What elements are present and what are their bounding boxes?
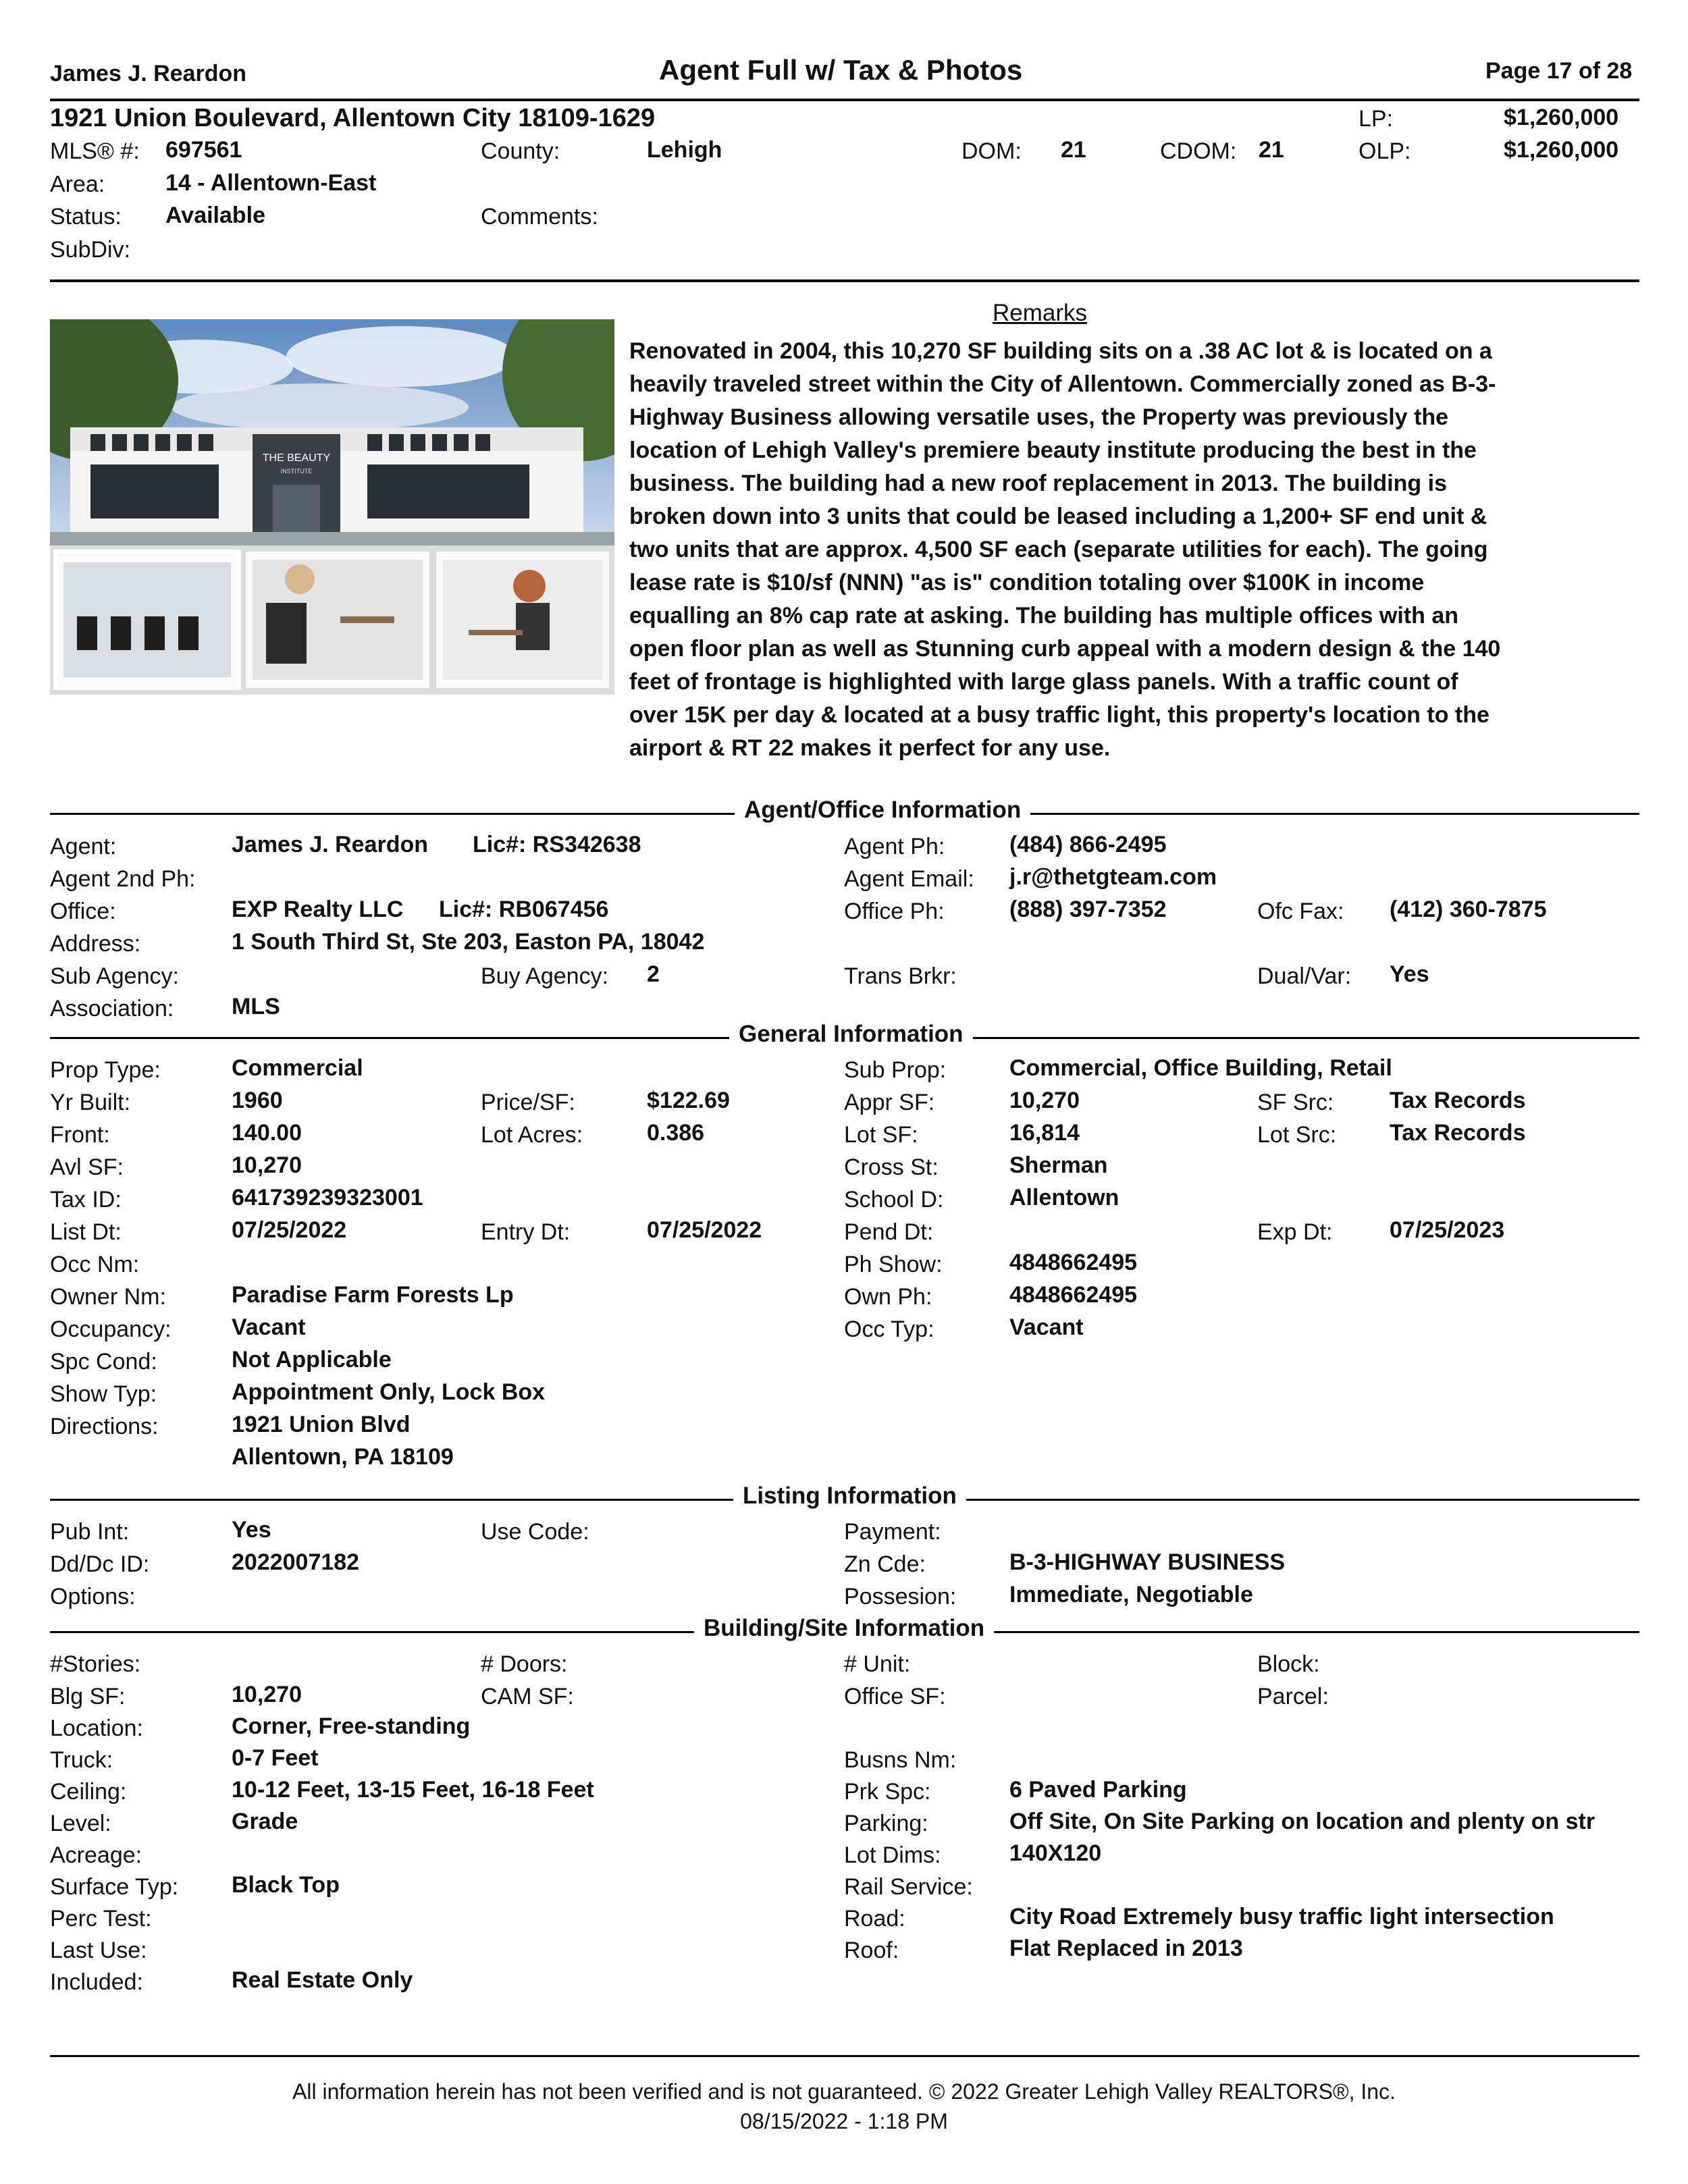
status-value: Available (165, 203, 266, 228)
listing-section (50, 1483, 1639, 1516)
entry-dt-label: Entry Dt: (481, 1219, 571, 1245)
level-label: Level: (50, 1811, 111, 1836)
appr-sf-label: Appr SF: (844, 1090, 935, 1115)
use-code-label: Use Code: (481, 1519, 589, 1545)
location: Corner, Free-standing (232, 1713, 471, 1739)
sf-src-label: SF Src: (1257, 1090, 1334, 1115)
county-value: Lehigh (647, 137, 722, 163)
property-photo-collage (50, 319, 614, 695)
school-d-label: School D: (844, 1187, 944, 1213)
occupancy-label: Occupancy: (50, 1316, 172, 1342)
lot-src: Tax Records (1390, 1120, 1526, 1146)
truck: 0-7 Feet (232, 1745, 319, 1771)
location-label: Location: (50, 1715, 143, 1741)
building-title: Building/Site Information (694, 1615, 994, 1642)
agent-email-label: Agent Email: (844, 866, 974, 892)
page-number: Page 17 of 28 (1485, 58, 1633, 84)
lot-dims: 140X120 (1009, 1840, 1102, 1866)
office-ph-label: Office Ph: (844, 899, 945, 924)
cdom-value: 21 (1259, 137, 1284, 163)
county-label: County: (481, 138, 560, 164)
roof: Flat Replaced in 2013 (1009, 1936, 1243, 1961)
lot-acres-label: Lot Acres: (481, 1122, 583, 1148)
exp-dt: 07/25/2023 (1390, 1217, 1505, 1243)
surface-typ: Black Top (232, 1872, 340, 1898)
association: MLS (232, 994, 280, 1019)
surface-typ-label: Surface Typ: (50, 1874, 179, 1900)
blg-sf: 10,270 (232, 1682, 302, 1707)
general-section (50, 1021, 1639, 1055)
doors-label: # Doors: (481, 1651, 568, 1677)
remarks-text: Renovated in 2004, this 10,270 SF building sits on a .38 AC lot & is located on a heavily traveled street within the City of Allentown. Commercially zoned as B-3-Highway Business allowing versatile uses, the Property was previously the location of Lehigh Valley's premiere beauty institute producing the best in the business. The building had a new roof replacement in 2013. The building is broken down into 3 units that could be leased including a 1,200+ SF end unit & two units that are approx. 4,500 SF each (separate utilities for each). The going lease rate is $10/sf (NNN) "as is" condition totaling over $100K in income equalling an 8% cap rate at asking. The building has multiple offices with an open floor plan as well as Stunning curb appeal with a modern design & the 140 feet of frontage is highlighted with large glass panels. With a traffic count of over 15K per day & located at a busy traffic light, this property's location to the airport & RT 22 makes it perfect for any use. (629, 338, 1501, 761)
list-dt: 07/25/2022 (232, 1217, 347, 1243)
prop-type-label: Prop Type: (50, 1057, 161, 1083)
block-label: Block: (1257, 1651, 1320, 1677)
yr-built-label: Yr Built: (50, 1090, 131, 1115)
status-label: Status: (50, 204, 122, 230)
mls-value: 697561 (165, 137, 242, 163)
office-value: EXP Realty LLC (232, 897, 404, 922)
header-rule (50, 99, 1639, 101)
list-dt-label: List Dt: (50, 1219, 122, 1245)
footer-rule (50, 2055, 1639, 2057)
property-address: 1921 Union Boulevard, Allentown City 18109-1629 (50, 104, 656, 132)
olp-value: $1,260,000 (1504, 137, 1619, 163)
spc-cond: Not Applicable (232, 1347, 392, 1373)
dual-var: Yes (1390, 961, 1429, 987)
building-section (50, 1615, 1639, 1649)
agent-ph: (484) 866-2495 (1009, 832, 1167, 857)
report-title: Agent Full w/ Tax & Photos (659, 54, 1023, 86)
prk-spc-label: Prk Spc: (844, 1779, 931, 1805)
directions-line2: Allentown, PA 18109 (232, 1444, 454, 1470)
parking: Off Site, On Site Parking on location and plenty on str (1009, 1809, 1595, 1834)
road-label: Road: (844, 1906, 905, 1932)
own-ph-label: Own Ph: (844, 1284, 932, 1310)
cross-st-label: Cross St: (844, 1154, 939, 1180)
subdiv-label: SubDiv: (50, 237, 131, 263)
occ-typ-label: Occ Typ: (844, 1316, 934, 1342)
avl-sf: 10,270 (232, 1152, 302, 1178)
truck-label: Truck: (50, 1747, 113, 1773)
remarks-heading: Remarks (993, 300, 1088, 326)
buy-agency: 2 (647, 961, 660, 987)
mls-label: MLS® #: (50, 138, 140, 164)
ofc-fax: (412) 360-7875 (1390, 897, 1547, 922)
front: 140.00 (232, 1120, 302, 1146)
options-label: Options: (50, 1584, 136, 1609)
office-lic: Lic#: RB067456 (439, 897, 609, 922)
office-label: Office: (50, 899, 116, 924)
listing-title: Listing Information (733, 1483, 966, 1510)
building-sign: THE BEAUTY (262, 452, 331, 464)
dd-dc-label: Dd/Dc ID: (50, 1551, 150, 1577)
building-sign-sub: INSTITUTE (280, 468, 313, 475)
footer-disclaimer: All information herein has not been verified and is not guaranteed. © 2022 Greater Lehigh Valley REALTORS®, Inc. (292, 2079, 1396, 2104)
office-ph: (888) 397-7352 (1009, 897, 1167, 922)
show-typ-label: Show Typ: (50, 1381, 157, 1407)
summary-rule (50, 279, 1639, 282)
prop-type: Commercial (232, 1055, 363, 1081)
area-label: Area: (50, 171, 105, 197)
sub-prop: Commercial, Office Building, Retail (1009, 1055, 1392, 1081)
trans-brkr-label: Trans Brkr: (844, 963, 957, 989)
appr-sf: 10,270 (1009, 1088, 1080, 1113)
directions-label: Directions: (50, 1414, 159, 1439)
ph-show-label: Ph Show: (844, 1252, 943, 1277)
dd-dc: 2022007182 (232, 1549, 360, 1575)
address-label: Address: (50, 931, 141, 957)
roof-label: Roof: (844, 1938, 899, 1963)
cdom-label: CDOM: (1160, 138, 1237, 164)
level: Grade (232, 1809, 298, 1834)
acreage-label: Acreage: (50, 1842, 142, 1868)
agent-ph-label: Agent Ph: (844, 834, 945, 859)
entry-dt: 07/25/2022 (647, 1217, 762, 1243)
pub-int: Yes (232, 1517, 271, 1543)
lot-acres: 0.386 (647, 1120, 705, 1146)
dual-var-label: Dual/Var: (1257, 963, 1352, 989)
price-sf-label: Price/SF: (481, 1090, 575, 1115)
buy-agency-label: Buy Agency: (481, 963, 609, 989)
lot-sf: 16,814 (1009, 1120, 1080, 1146)
pub-int-label: Pub Int: (50, 1519, 130, 1545)
dom-label: DOM: (961, 138, 1022, 164)
sub-prop-label: Sub Prop: (844, 1057, 947, 1083)
office-sf-label: Office SF: (844, 1684, 946, 1709)
unit-label: # Unit: (844, 1651, 911, 1677)
comments-label: Comments: (481, 204, 598, 230)
stories-label: #Stories: (50, 1651, 141, 1677)
lot-sf-label: Lot SF: (844, 1122, 918, 1148)
directions-line1: 1921 Union Blvd (232, 1412, 411, 1437)
busns-nm-label: Busns Nm: (844, 1747, 957, 1773)
rail-service-label: Rail Service: (844, 1874, 973, 1900)
occupancy: Vacant (232, 1314, 306, 1340)
included: Real Estate Only (232, 1967, 413, 1993)
agent2-label: Agent 2nd Ph: (50, 866, 196, 892)
area-value: 14 - Allentown-East (165, 170, 377, 196)
occ-typ: Vacant (1009, 1314, 1084, 1340)
owner-nm: Paradise Farm Forests Lp (232, 1282, 514, 1308)
agent-value: James J. Reardon (232, 832, 429, 857)
road: City Road Extremely busy traffic light intersection (1009, 1904, 1554, 1929)
agent-office-section (50, 797, 1639, 830)
pend-dt-label: Pend Dt: (844, 1219, 934, 1245)
agent-label: Agent: (50, 834, 117, 859)
agent-name-header: James J. Reardon (50, 61, 247, 86)
lp-label: LP: (1359, 106, 1394, 132)
cam-sf-label: CAM SF: (481, 1684, 574, 1709)
lot-src-label: Lot Src: (1257, 1122, 1337, 1148)
front-label: Front: (50, 1122, 110, 1148)
owner-nm-label: Owner Nm: (50, 1284, 166, 1310)
avl-sf-label: Avl SF: (50, 1154, 124, 1180)
dom-value: 21 (1061, 137, 1086, 163)
lot-dims-label: Lot Dims: (844, 1842, 941, 1868)
footer-timestamp: 08/15/2022 - 1:18 PM (740, 2109, 948, 2133)
olp-label: OLP: (1359, 138, 1411, 164)
possesion-label: Possesion: (844, 1584, 957, 1609)
tax-id: 641739239323001 (232, 1185, 423, 1210)
general-title: General Information (729, 1021, 973, 1048)
included-label: Included: (50, 1969, 143, 1995)
association-label: Association: (50, 996, 174, 1021)
parcel-label: Parcel: (1257, 1684, 1329, 1709)
ceiling-label: Ceiling: (50, 1779, 127, 1805)
property-photo (50, 319, 614, 695)
blg-sf-label: Blg SF: (50, 1684, 126, 1709)
school-d: Allentown (1009, 1185, 1119, 1210)
zn-cde-label: Zn Cde: (844, 1551, 926, 1577)
exp-dt-label: Exp Dt: (1257, 1219, 1333, 1245)
prk-spc: 6 Paved Parking (1009, 1777, 1187, 1803)
ph-show: 4848662495 (1009, 1250, 1138, 1275)
occ-nm-label: Occ Nm: (50, 1252, 140, 1277)
spc-cond-label: Spc Cond: (50, 1349, 157, 1375)
agent-office-title: Agent/Office Information (735, 797, 1030, 824)
possesion: Immediate, Negotiable (1009, 1582, 1253, 1607)
perc-test-label: Perc Test: (50, 1906, 152, 1932)
sub-agency-label: Sub Agency: (50, 963, 179, 989)
ofc-fax-label: Ofc Fax: (1257, 899, 1344, 924)
zn-cde: B-3-HIGHWAY BUSINESS (1009, 1549, 1286, 1575)
ceiling: 10-12 Feet, 13-15 Feet, 16-18 Feet (232, 1777, 594, 1803)
show-typ: Appointment Only, Lock Box (232, 1379, 546, 1405)
price-sf: $122.69 (647, 1088, 730, 1113)
cross-st: Sherman (1009, 1152, 1108, 1178)
agent-lic: Lic#: RS342638 (473, 832, 641, 857)
office-address: 1 South Third St, Ste 203, Easton PA, 18042 (232, 929, 705, 955)
parking-label: Parking: (844, 1811, 928, 1836)
payment-label: Payment: (844, 1519, 941, 1545)
yr-built: 1960 (232, 1088, 283, 1113)
lp-value: $1,260,000 (1504, 105, 1619, 130)
sf-src: Tax Records (1390, 1088, 1526, 1113)
last-use-label: Last Use: (50, 1938, 147, 1963)
tax-id-label: Tax ID: (50, 1187, 122, 1213)
agent-email[interactable]: j.r@thetgteam.com (1009, 864, 1217, 890)
own-ph: 4848662495 (1009, 1282, 1138, 1308)
